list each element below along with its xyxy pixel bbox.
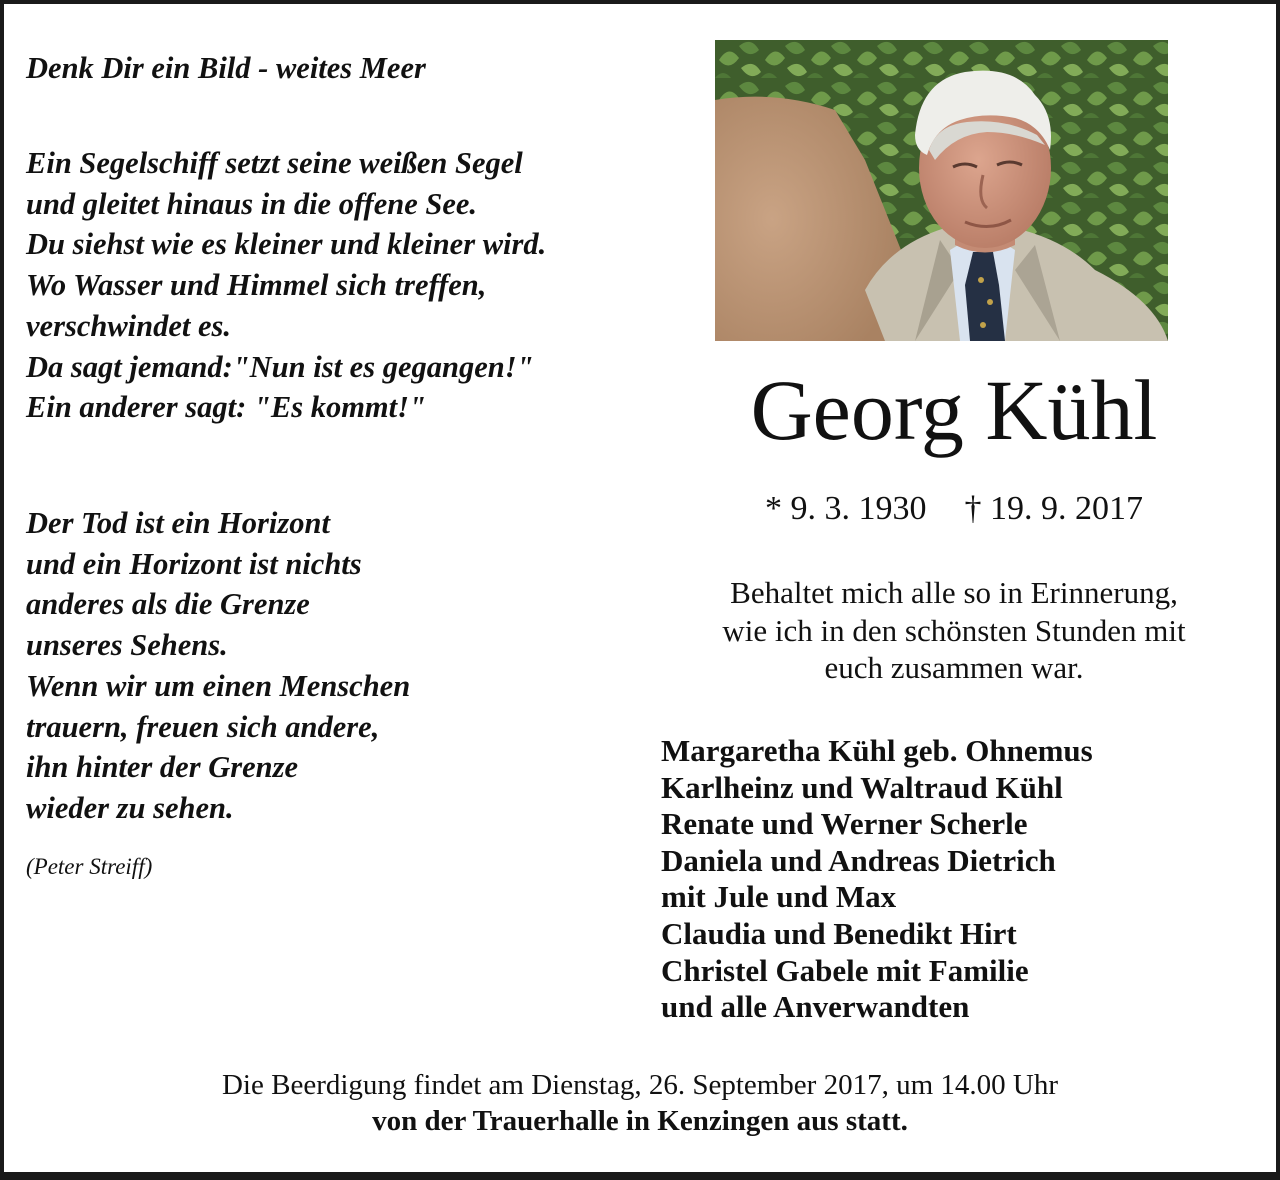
poem-line: Ein Segelschiff setzt seine weißen Segel	[26, 146, 523, 180]
poem-line: Da sagt jemand:"Nun ist es gegangen!"	[26, 349, 534, 384]
quote-line: Behaltet mich alle so in Erinnerung,	[730, 575, 1178, 610]
poem-line: Du siehst wie es kleiner und kleiner wird.	[26, 227, 547, 262]
poem-line: Wo Wasser und Himmel sich treffen,	[26, 268, 487, 303]
poem-attribution: (Peter Streiff)	[26, 854, 153, 879]
poem-line: verschwindet es.	[26, 308, 232, 343]
funeral-location-line: von der Trauerhalle in Kenzingen aus statt.	[372, 1105, 908, 1137]
poem-line: unseres Sehens.	[26, 628, 228, 663]
mourners-list	[661, 733, 1093, 1026]
mourner-item: Christel Gabele mit Familie	[661, 952, 1029, 988]
poem-line: und gleitet hinaus in die offene See.	[26, 186, 478, 221]
poem-stanza-1	[26, 143, 546, 428]
poem-line: Wenn wir um einen Menschen	[26, 668, 411, 703]
quote-line: wie ich in den schönsten Stunden mit	[722, 612, 1186, 648]
poem-line: Ein anderer sagt: "Es kommt!"	[26, 390, 426, 425]
birth-date: * 9. 3. 1930	[765, 490, 927, 527]
death-date: † 19. 9. 2017	[964, 490, 1143, 527]
mourner-item: Margaretha Kühl geb. Ohnemus	[661, 733, 1093, 768]
mourner-item: mit Jule und Max	[661, 879, 897, 915]
funeral-date-line: Die Beerdigung findet am Dienstag, 26. September 2017, um 14.00 Uhr	[221, 1069, 1058, 1101]
poem-line: wieder zu sehen.	[26, 790, 234, 825]
funeral-info	[4, 1067, 1276, 1139]
mourner-item: und alle Anverwandten	[661, 989, 970, 1025]
mourner-item: Renate und Werner Scherle	[661, 806, 1028, 842]
poem-stanza-2	[26, 503, 410, 829]
poem-line: ihn hinter der Grenze	[26, 750, 299, 785]
mourner-item: Claudia und Benedikt Hirt	[661, 915, 1017, 951]
mourner-item: Karlheinz und Waltraud Kühl	[661, 769, 1063, 805]
poem-line: und ein Horizont ist nichts	[26, 546, 362, 581]
memorial-quote	[654, 574, 1254, 687]
quote-line: euch zusammen war.	[824, 650, 1084, 685]
portrait-photo	[715, 40, 1168, 341]
poem-title: Denk Dir ein Bild - weites Meer	[26, 51, 426, 85]
life-dates	[694, 487, 1214, 531]
poem-line: Der Tod ist ein Horizont	[26, 506, 330, 540]
deceased-name: Georg Kühl	[750, 362, 1158, 458]
mourner-item: Daniela und Andreas Dietrich	[661, 842, 1056, 878]
poem-line: trauern, freuen sich andere,	[26, 709, 380, 744]
poem-line: anderes als die Grenze	[26, 587, 310, 622]
